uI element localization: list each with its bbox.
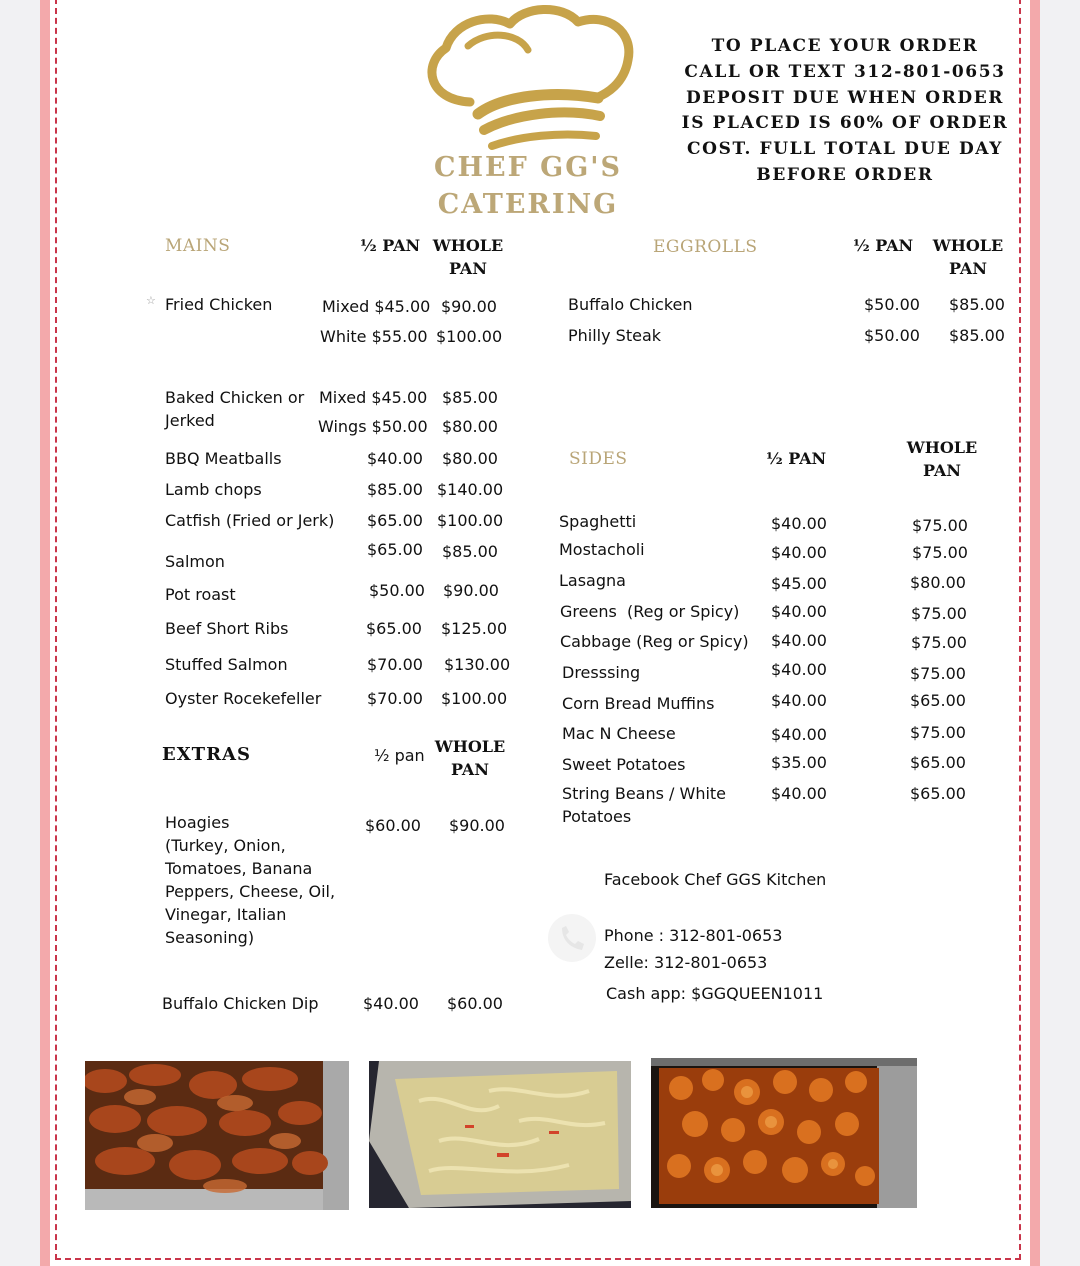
item-half-price: $35.00 — [771, 753, 827, 772]
item-name: Buffalo Chicken — [568, 295, 693, 314]
item-whole-price: $75.00 — [910, 664, 966, 683]
item-half-price: $50.00 — [369, 581, 425, 600]
item-whole-price: $80.00 — [442, 417, 498, 436]
header-line: WHOLE — [906, 438, 978, 457]
mains-half-pan-header: ½ PAN — [360, 236, 421, 255]
star-icon: ☆ — [146, 294, 156, 307]
item-whole-price: $65.00 — [910, 691, 966, 710]
item-half-price: Wings $50.00 — [318, 417, 428, 436]
item-half-price: $40.00 — [367, 449, 423, 468]
extras-half-pan-header: ½ pan — [374, 746, 425, 765]
item-half-price: $40.00 — [771, 514, 827, 533]
item-half-price: $40.00 — [771, 631, 827, 650]
header-line: PAN — [923, 461, 961, 480]
header-line: PAN — [451, 760, 489, 779]
item-half-price: Mixed $45.00 — [319, 388, 428, 407]
cashapp-info: Cash app: $GGQUEEN1011 — [606, 984, 824, 1003]
item-detail-line: Vinegar, Italian — [165, 905, 287, 924]
extras-title: EXTRAS — [162, 744, 252, 765]
item-name: Dresssing — [562, 663, 641, 682]
order-info-line: COST. FULL TOTAL DUE DAY — [687, 139, 1003, 160]
item-half-price: Mixed $45.00 — [322, 297, 431, 316]
item-half-price: $40.00 — [771, 691, 827, 710]
item-half-price: $40.00 — [771, 660, 827, 679]
item-whole-price: $85.00 — [442, 542, 498, 561]
hoagies-description — [165, 811, 335, 949]
item-half-price: $40.00 — [771, 725, 827, 744]
item-name: Oyster Rocekefeller — [165, 689, 322, 708]
item-whole-price: $80.00 — [910, 573, 966, 592]
sides-title: SIDES — [569, 449, 628, 469]
sweet-potatoes-photo — [651, 1058, 917, 1208]
item-name: Hoagies — [165, 813, 230, 832]
eggrolls-whole-pan-header — [928, 234, 1008, 280]
item-half-price: $65.00 — [366, 619, 422, 638]
item-detail-line: Tomatoes, Banana — [165, 859, 313, 878]
item-whole-price: $80.00 — [442, 449, 498, 468]
item-name: Mac N Cheese — [562, 724, 676, 743]
sweet-potatoes-image — [651, 1058, 917, 1208]
item-detail-line: (Turkey, Onion, — [165, 836, 286, 855]
item-name: Jerked — [165, 411, 215, 430]
item-detail-line: Seasoning) — [165, 928, 255, 947]
order-info — [675, 34, 1015, 189]
menu-page — [50, 0, 1030, 1266]
header-line: WHOLE — [432, 236, 504, 255]
item-name: Baked Chicken or — [165, 388, 305, 407]
chef-hat-icon — [420, 2, 640, 162]
item-whole-price: $90.00 — [449, 816, 505, 835]
brand-name-line2: CATERING — [437, 189, 619, 220]
item-half-price: $50.00 — [864, 326, 920, 345]
item-half-price: $65.00 — [367, 511, 423, 530]
brand-name-line1: CHEF GG'S — [433, 152, 623, 183]
item-name: Stuffed Salmon — [165, 655, 288, 674]
item-whole-price: $65.00 — [910, 784, 966, 803]
facebook-info: Facebook Chef GGS Kitchen — [604, 870, 827, 889]
item-whole-price: $60.00 — [447, 994, 503, 1013]
item-name — [562, 782, 726, 828]
order-info-line: DEPOSIT DUE WHEN ORDER — [685, 87, 1005, 108]
item-whole-price: $75.00 — [910, 723, 966, 742]
item-name: Mostacholi — [559, 540, 645, 559]
item-half-price: $65.00 — [367, 540, 423, 559]
mains-title: MAINS — [165, 236, 231, 256]
item-name-line: Potatoes — [562, 807, 632, 826]
item-name: Cabbage (Reg or Spicy) — [560, 632, 749, 651]
item-whole-price: $100.00 — [437, 511, 504, 530]
item-name: Salmon — [165, 552, 225, 571]
menu-border-frame — [40, 0, 1040, 1266]
item-name: Lasagna — [559, 571, 626, 590]
phone-icon — [546, 910, 598, 966]
fried-chicken-image — [85, 1061, 349, 1210]
item-whole-price: $85.00 — [442, 388, 498, 407]
mains-whole-pan-header — [430, 234, 506, 280]
eggrolls-half-pan-header: ½ PAN — [853, 236, 914, 255]
item-name: Corn Bread Muffins — [562, 694, 715, 713]
zelle-info: Zelle: 312-801-0653 — [604, 953, 768, 972]
item-whole-price: $125.00 — [441, 619, 508, 638]
header-line: PAN — [449, 259, 487, 278]
sides-whole-pan-header — [902, 436, 982, 482]
header-line: WHOLE — [932, 236, 1004, 255]
item-whole-price: $85.00 — [949, 326, 1005, 345]
eggrolls-title: EGGROLLS — [653, 237, 758, 257]
item-half-price: $40.00 — [771, 602, 827, 621]
item-whole-price: $140.00 — [437, 480, 504, 499]
item-name: BBQ Meatballs — [165, 449, 282, 468]
item-name: Spaghetti — [559, 512, 637, 531]
fried-chicken-photo — [85, 1061, 349, 1210]
item-half-price: $40.00 — [771, 784, 827, 803]
cabbage-photo — [369, 1061, 631, 1208]
header-line: WHOLE — [434, 737, 506, 756]
item-half-price: $85.00 — [367, 480, 423, 499]
item-name: Philly Steak — [568, 326, 662, 345]
item-whole-price: $75.00 — [911, 633, 967, 652]
item-whole-price: $65.00 — [910, 753, 966, 772]
item-whole-price: $130.00 — [444, 655, 511, 674]
item-whole-price: $75.00 — [912, 543, 968, 562]
item-half-price: $70.00 — [367, 689, 423, 708]
item-name: Beef Short Ribs — [165, 619, 289, 638]
item-name: Lamb chops — [165, 480, 262, 499]
item-name-line: String Beans / White — [562, 784, 727, 803]
item-name: Greens (Reg or Spicy) — [560, 602, 740, 621]
extras-whole-pan-header — [432, 735, 508, 781]
item-whole-price: $100.00 — [441, 689, 508, 708]
order-info-line: IS PLACED IS 60% OF ORDER — [681, 113, 1009, 134]
item-whole-price: $75.00 — [911, 604, 967, 623]
item-name: Buffalo Chicken Dip — [162, 994, 319, 1013]
item-whole-price: $90.00 — [443, 581, 499, 600]
item-detail-line: Peppers, Cheese, Oil, — [165, 882, 336, 901]
item-half-price: $60.00 — [365, 816, 421, 835]
sides-half-pan-header: ½ PAN — [766, 449, 827, 468]
item-name: Fried Chicken — [165, 295, 273, 314]
item-half-price: $45.00 — [771, 574, 827, 593]
item-whole-price: $100.00 — [436, 327, 503, 346]
item-half-price: White $55.00 — [320, 327, 428, 346]
item-name: Catfish (Fried or Jerk) — [165, 511, 335, 530]
phone-info: Phone : 312-801-0653 — [604, 926, 783, 945]
item-half-price: $50.00 — [864, 295, 920, 314]
item-whole-price: $90.00 — [441, 297, 497, 316]
item-name: Sweet Potatoes — [562, 755, 686, 774]
item-name: Pot roast — [165, 585, 236, 604]
item-half-price: $40.00 — [771, 543, 827, 562]
item-half-price: $70.00 — [367, 655, 423, 674]
order-info-line: CALL OR TEXT 312-801-0653 — [684, 61, 1006, 82]
item-whole-price: $75.00 — [912, 516, 968, 535]
order-info-line: TO PLACE YOUR ORDER — [711, 36, 979, 56]
cabbage-image — [369, 1061, 631, 1208]
order-info-line: BEFORE ORDER — [756, 164, 934, 185]
item-half-price: $40.00 — [363, 994, 419, 1013]
item-whole-price: $85.00 — [949, 295, 1005, 314]
header-line: PAN — [949, 259, 987, 278]
